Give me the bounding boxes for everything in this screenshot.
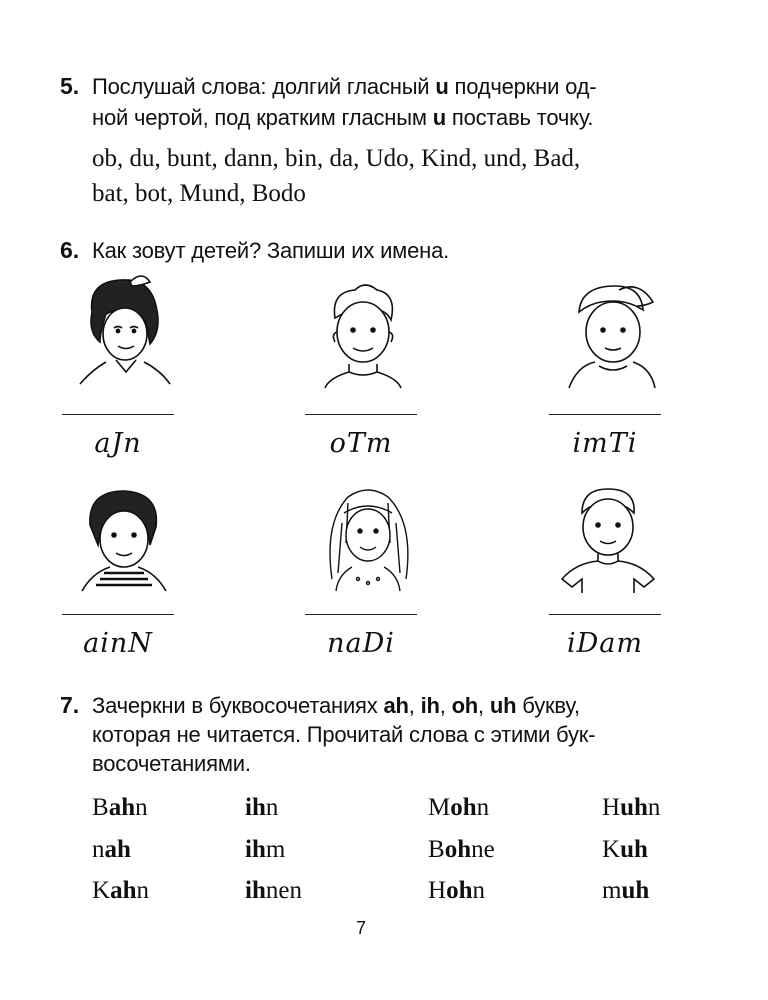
word-r1-c2: ihn (245, 794, 279, 821)
task-6-number: 6. (60, 237, 80, 263)
scrambled-name-1: aJn (94, 428, 142, 459)
answer-line-1[interactable] (62, 414, 174, 415)
answer-line-3[interactable] (549, 414, 661, 415)
word-r2-c3: Bohne (428, 836, 495, 863)
word-r3-c3: Hohn (428, 877, 485, 904)
task-5-text-c: ной чертой, под кратким гласным (92, 105, 433, 130)
child-portrait-boy-tshirt (552, 483, 664, 595)
word-r3-c2: ihnen (245, 877, 302, 904)
word-r1-c1: Bahn (92, 794, 148, 821)
task-5-words-line-1: ob, du, bunt, dann, bin, da, Udo, Kind, und, Bad, (92, 145, 581, 172)
word-r1-c3: Mohn (428, 794, 490, 821)
task-5-letter-u-2: u (432, 105, 446, 130)
task-5-text-d: поставь точку. (445, 105, 594, 130)
task-5-words-line-2: bat, bot, Mund, Bodo (92, 180, 306, 207)
task-5-text-b: подчеркни од- (448, 74, 597, 99)
answer-line-4[interactable] (62, 614, 174, 615)
page-number: 7 (356, 918, 367, 938)
task-5-instruction-line-1 (92, 74, 596, 100)
scrambled-name-2: oTm (329, 428, 393, 459)
word-r1-c4: Huhn (602, 794, 661, 821)
word-r3-c1: Kahn (92, 877, 149, 904)
word-r2-c2: ihm (245, 836, 286, 863)
task-6-instruction: Как зовут детей? Запиши их имена. (92, 238, 450, 263)
child-portrait-boy-short-hair (315, 280, 410, 390)
answer-line-2[interactable] (305, 414, 417, 415)
task-7-instruction-line-2: которая не читается. Прочитай слова с этими бук- (92, 722, 596, 747)
combo-uh: uh (489, 693, 517, 718)
child-portrait-girl-bow (70, 272, 180, 387)
word-r2-c4: Kuh (602, 836, 648, 863)
task-5-letter-u: u (435, 74, 449, 99)
child-portrait-girl-long-hair (318, 483, 418, 593)
answer-line-6[interactable] (549, 614, 661, 615)
task-7-text-b: букву, (516, 693, 580, 718)
sep-2: , (439, 693, 452, 718)
task-5-text-a: Послушай слова: долгий гласный (92, 74, 436, 99)
word-r3-c4: muh (602, 877, 650, 904)
child-portrait-girl-striped-shirt (72, 485, 177, 595)
scrambled-name-5: naDi (327, 628, 395, 659)
sep-3: , (478, 693, 490, 718)
scrambled-name-6: iDam (567, 628, 643, 659)
task-7-instruction-line-1 (92, 693, 580, 719)
scrambled-name-4: ainN (83, 628, 153, 659)
task-5-instruction-line-2 (92, 105, 593, 131)
scrambled-name-3: imTi (572, 428, 638, 459)
task-7-instruction-line-3: восочетаниями. (92, 751, 251, 776)
task-5-number: 5. (60, 73, 80, 99)
answer-line-5[interactable] (305, 614, 417, 615)
combo-ih: ih (420, 693, 440, 718)
sep-1: , (408, 693, 421, 718)
task-7-number: 7. (60, 692, 80, 718)
task-7-text-a: Зачеркни в буквосочетаниях (92, 693, 384, 718)
child-portrait-boy-cap (555, 276, 665, 391)
combo-ah: ah (383, 693, 409, 718)
word-r2-c1: nah (92, 836, 131, 863)
combo-oh: oh (451, 693, 479, 718)
